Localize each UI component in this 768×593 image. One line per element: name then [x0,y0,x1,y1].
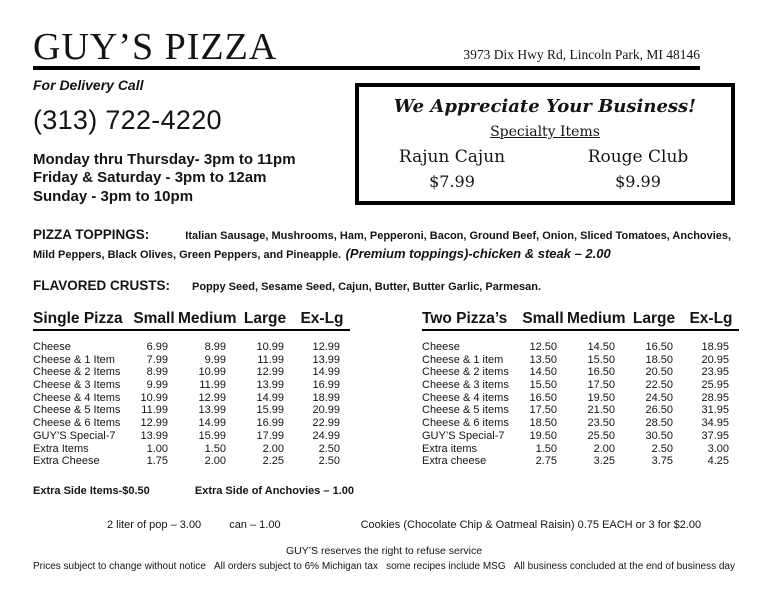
price-value: 8.99 [204,340,226,353]
specialty-item-name: Rouge Club [587,147,689,167]
price-value: 28.50 [645,417,673,430]
specialty-item-price: $7.99 [429,172,475,191]
specialty-item-price: $9.99 [615,172,661,191]
price-value: 15.50 [587,353,615,366]
extra-side-items-price: Extra Side Items-$0.50 [33,484,150,497]
extra-sides-line [33,485,735,497]
item-name: Cheese & 3 Items [33,379,121,392]
price-row [33,354,350,367]
price-value: 15.99 [198,429,226,442]
footer-note-tax: All orders subject to 6% Michigan tax [214,560,378,572]
price-value: 10.99 [256,340,284,353]
price-value: 3.25 [593,455,615,468]
price-value: 37.95 [701,429,729,442]
price-value: 15.99 [256,404,284,417]
price-value: 10.99 [198,366,226,379]
item-name: GUY’S Special-7 [422,429,505,442]
price-value: 34.95 [701,417,729,430]
item-name: Cheese & 4 items [422,391,509,404]
item-name: GUY’S Special-7 [33,429,116,442]
item-name: Cheese & 6 items [422,417,509,430]
price-value: 13.99 [256,379,284,392]
price-value: 2.50 [318,442,340,455]
footer-note-msg: some recipes include MSG [386,560,506,572]
price-value: 3.00 [707,442,729,455]
column-header: Small [133,309,175,327]
price-row [422,404,739,417]
price-value: 8.99 [146,366,168,379]
price-value: 17.50 [587,379,615,392]
price-value: 16.50 [529,391,557,404]
price-value: 2.75 [535,455,557,468]
table-title: Two Pizza’s [422,309,508,327]
price-row [422,366,739,379]
refuse-service-note: GUY’S reserves the right to refuse service [285,544,483,557]
item-name: Extra Items [33,442,89,455]
price-value: 2.50 [651,442,673,455]
price-value: 12.99 [198,391,226,404]
price-value: 3.75 [651,455,673,468]
price-value: 24.50 [645,391,673,404]
price-value: 2.00 [204,455,226,468]
phone-number: (313) 722-4220 [33,105,222,135]
price-row [422,354,739,367]
specialty-item [359,147,545,191]
specialty-item [545,147,731,191]
price-value: 13.99 [198,404,226,417]
price-value: 16.50 [587,366,615,379]
footer-note-prices: Prices subject to change without notice [33,560,206,572]
price-row [422,430,739,443]
column-header: Large [243,309,287,327]
price-row [422,443,739,456]
item-name: Cheese & 2 items [422,366,509,379]
cookies-price: Cookies (Chocolate Chip & Oatmeal Raisin) 0.75 EACH or 3 for $2.00 [360,518,702,531]
single-pizza-table [33,310,350,468]
price-table-header [422,310,739,331]
price-value: 2.50 [318,455,340,468]
column-header: Ex-Lg [689,309,733,327]
can-price: can – 1.00 [229,518,281,531]
price-value: 19.50 [529,429,557,442]
two-pizza-table [422,310,739,468]
price-value: 20.50 [645,366,673,379]
price-value: 14.50 [587,340,615,353]
business-name: GUY’S PIZZA [33,26,278,68]
price-value: 18.50 [529,417,557,430]
price-value: 16.99 [256,417,284,430]
column-header: Medium [178,309,237,327]
contact-column [33,70,355,206]
price-value: 12.50 [529,340,557,353]
price-row [33,443,350,456]
column-header: Small [522,309,564,327]
item-name: Extra items [422,442,478,455]
pop-price: 2 liter of pop – 3.00 [107,518,202,531]
price-row [422,392,739,405]
price-value: 21.50 [587,404,615,417]
item-name: Cheese & 1 Item [33,353,115,366]
crusts-list: Poppy Seed, Sesame Seed, Cajun, Butter, Butter Garlic, Parmesan. [192,280,542,293]
price-value: 15.50 [529,379,557,392]
price-table-body [422,341,739,468]
business-address: 3973 Dix Hwy Rd, Lincoln Park, MI 48146 [463,47,700,62]
price-value: 18.95 [701,340,729,353]
toppings-list: Italian Sausage, Mushrooms, Ham, Pepperoni, Bacon, Ground Beef, Onion, Sliced Tomatoes, Anchovies, Mild Peppers, Black Olives, Green Peppers, and Pineapple. [33,229,732,262]
price-value: 14.50 [529,366,557,379]
column-header: Medium [567,309,626,327]
table-title: Single Pizza [33,309,123,327]
price-value: 14.99 [312,366,340,379]
price-value: 11.99 [199,379,226,392]
footer-note-business-day: All business concluded at the end of business day [513,560,735,572]
item-name: Cheese & 1 item [422,353,504,366]
price-row [422,341,739,354]
item-name: Cheese & 4 Items [33,391,121,404]
price-value: 4.25 [707,455,729,468]
price-value: 12.99 [256,366,284,379]
price-value: 25.95 [701,379,729,392]
price-row [33,455,350,468]
item-name: Cheese & 6 Items [33,417,121,430]
specialty-item-name: Rajun Cajun [398,147,506,167]
price-value: 1.00 [146,442,168,455]
price-value: 2.25 [262,455,284,468]
price-value: 1.50 [535,442,557,455]
appreciation-message: We Appreciate Your Business! [393,96,697,117]
price-value: 22.50 [645,379,673,392]
price-value: 1.50 [204,442,226,455]
price-row [422,417,739,430]
delivery-label: For Delivery Call [33,77,144,93]
price-row [33,430,350,443]
item-name: Cheese & 2 Items [33,366,121,379]
price-value: 11.99 [257,353,284,366]
price-value: 11.99 [141,404,168,417]
price-value: 13.50 [529,353,557,366]
footer-notes [33,561,735,572]
price-value: 26.50 [645,404,673,417]
hours-mon-thu: Monday thru Thursday- 3pm to 11pm [33,151,296,168]
price-value: 9.99 [146,379,168,392]
item-name: Cheese & 5 items [422,404,509,417]
price-value: 17.99 [256,429,284,442]
price-value: 13.99 [140,429,168,442]
price-value: 12.99 [312,340,340,353]
item-name: Cheese [422,340,460,353]
price-value: 2.00 [262,442,284,455]
price-row [422,379,739,392]
price-value: 28.95 [701,391,729,404]
price-row [33,404,350,417]
specialty-items-list [359,147,731,191]
pizza-toppings-section [33,225,735,264]
price-value: 12.99 [140,417,168,430]
price-value: 14.99 [198,417,226,430]
price-value: 20.99 [312,404,340,417]
price-value: 16.50 [645,340,673,353]
price-value: 7.99 [146,353,168,366]
price-value: 16.99 [312,379,340,392]
column-header: Ex-Lg [300,309,344,327]
toppings-label: PIZZA TOPPINGS: [33,226,150,242]
flavored-crusts-section [33,277,735,295]
price-value: 20.95 [701,353,729,366]
price-value: 13.99 [312,353,340,366]
price-row [33,392,350,405]
price-value: 6.99 [146,340,168,353]
drinks-line [33,519,735,531]
price-value: 2.00 [593,442,615,455]
column-header: Large [632,309,676,327]
specialty-items-heading: Specialty Items [490,124,600,140]
price-value: 30.50 [645,429,673,442]
price-value: 22.99 [312,417,340,430]
price-value: 1.75 [146,455,168,468]
hours-sun: Sunday - 3pm to 10pm [33,187,194,205]
item-name: Cheese & 5 Items [33,404,121,417]
price-value: 19.50 [587,391,615,404]
price-value: 10.99 [140,391,168,404]
price-value: 18.99 [312,391,340,404]
price-value: 18.50 [645,353,673,366]
price-value: 17.50 [529,404,557,417]
price-tables [33,310,735,468]
extra-side-anchovies-price: Extra Side of Anchovies – 1.00 [194,484,355,497]
price-value: 14.99 [256,391,284,404]
crusts-label: FLAVORED CRUSTS: [33,277,170,293]
item-name: Cheese [33,340,71,353]
price-value: 24.99 [312,429,340,442]
price-row [33,341,350,354]
price-table-body [33,341,350,468]
item-name: Extra Cheese [33,455,100,468]
hours-fri-sat: Friday & Saturday - 3pm to 12am [33,169,267,187]
price-value: 9.99 [204,353,226,366]
top-row [33,70,735,206]
premium-toppings-note: (Premium toppings)-chicken & steak – 2.00 [345,246,611,262]
price-row [33,366,350,379]
price-table-header [33,310,350,331]
business-hours [33,151,355,206]
price-value: 23.95 [701,366,729,379]
price-value: 25.50 [587,429,615,442]
price-row [33,379,350,392]
item-name: Cheese & 3 items [422,379,509,392]
specialty-items-box [355,83,735,205]
item-name: Extra cheese [422,455,487,468]
masthead [33,28,700,70]
price-row [33,417,350,430]
price-value: 31.95 [701,404,729,417]
price-value: 23.50 [587,417,615,430]
price-row [422,455,739,468]
